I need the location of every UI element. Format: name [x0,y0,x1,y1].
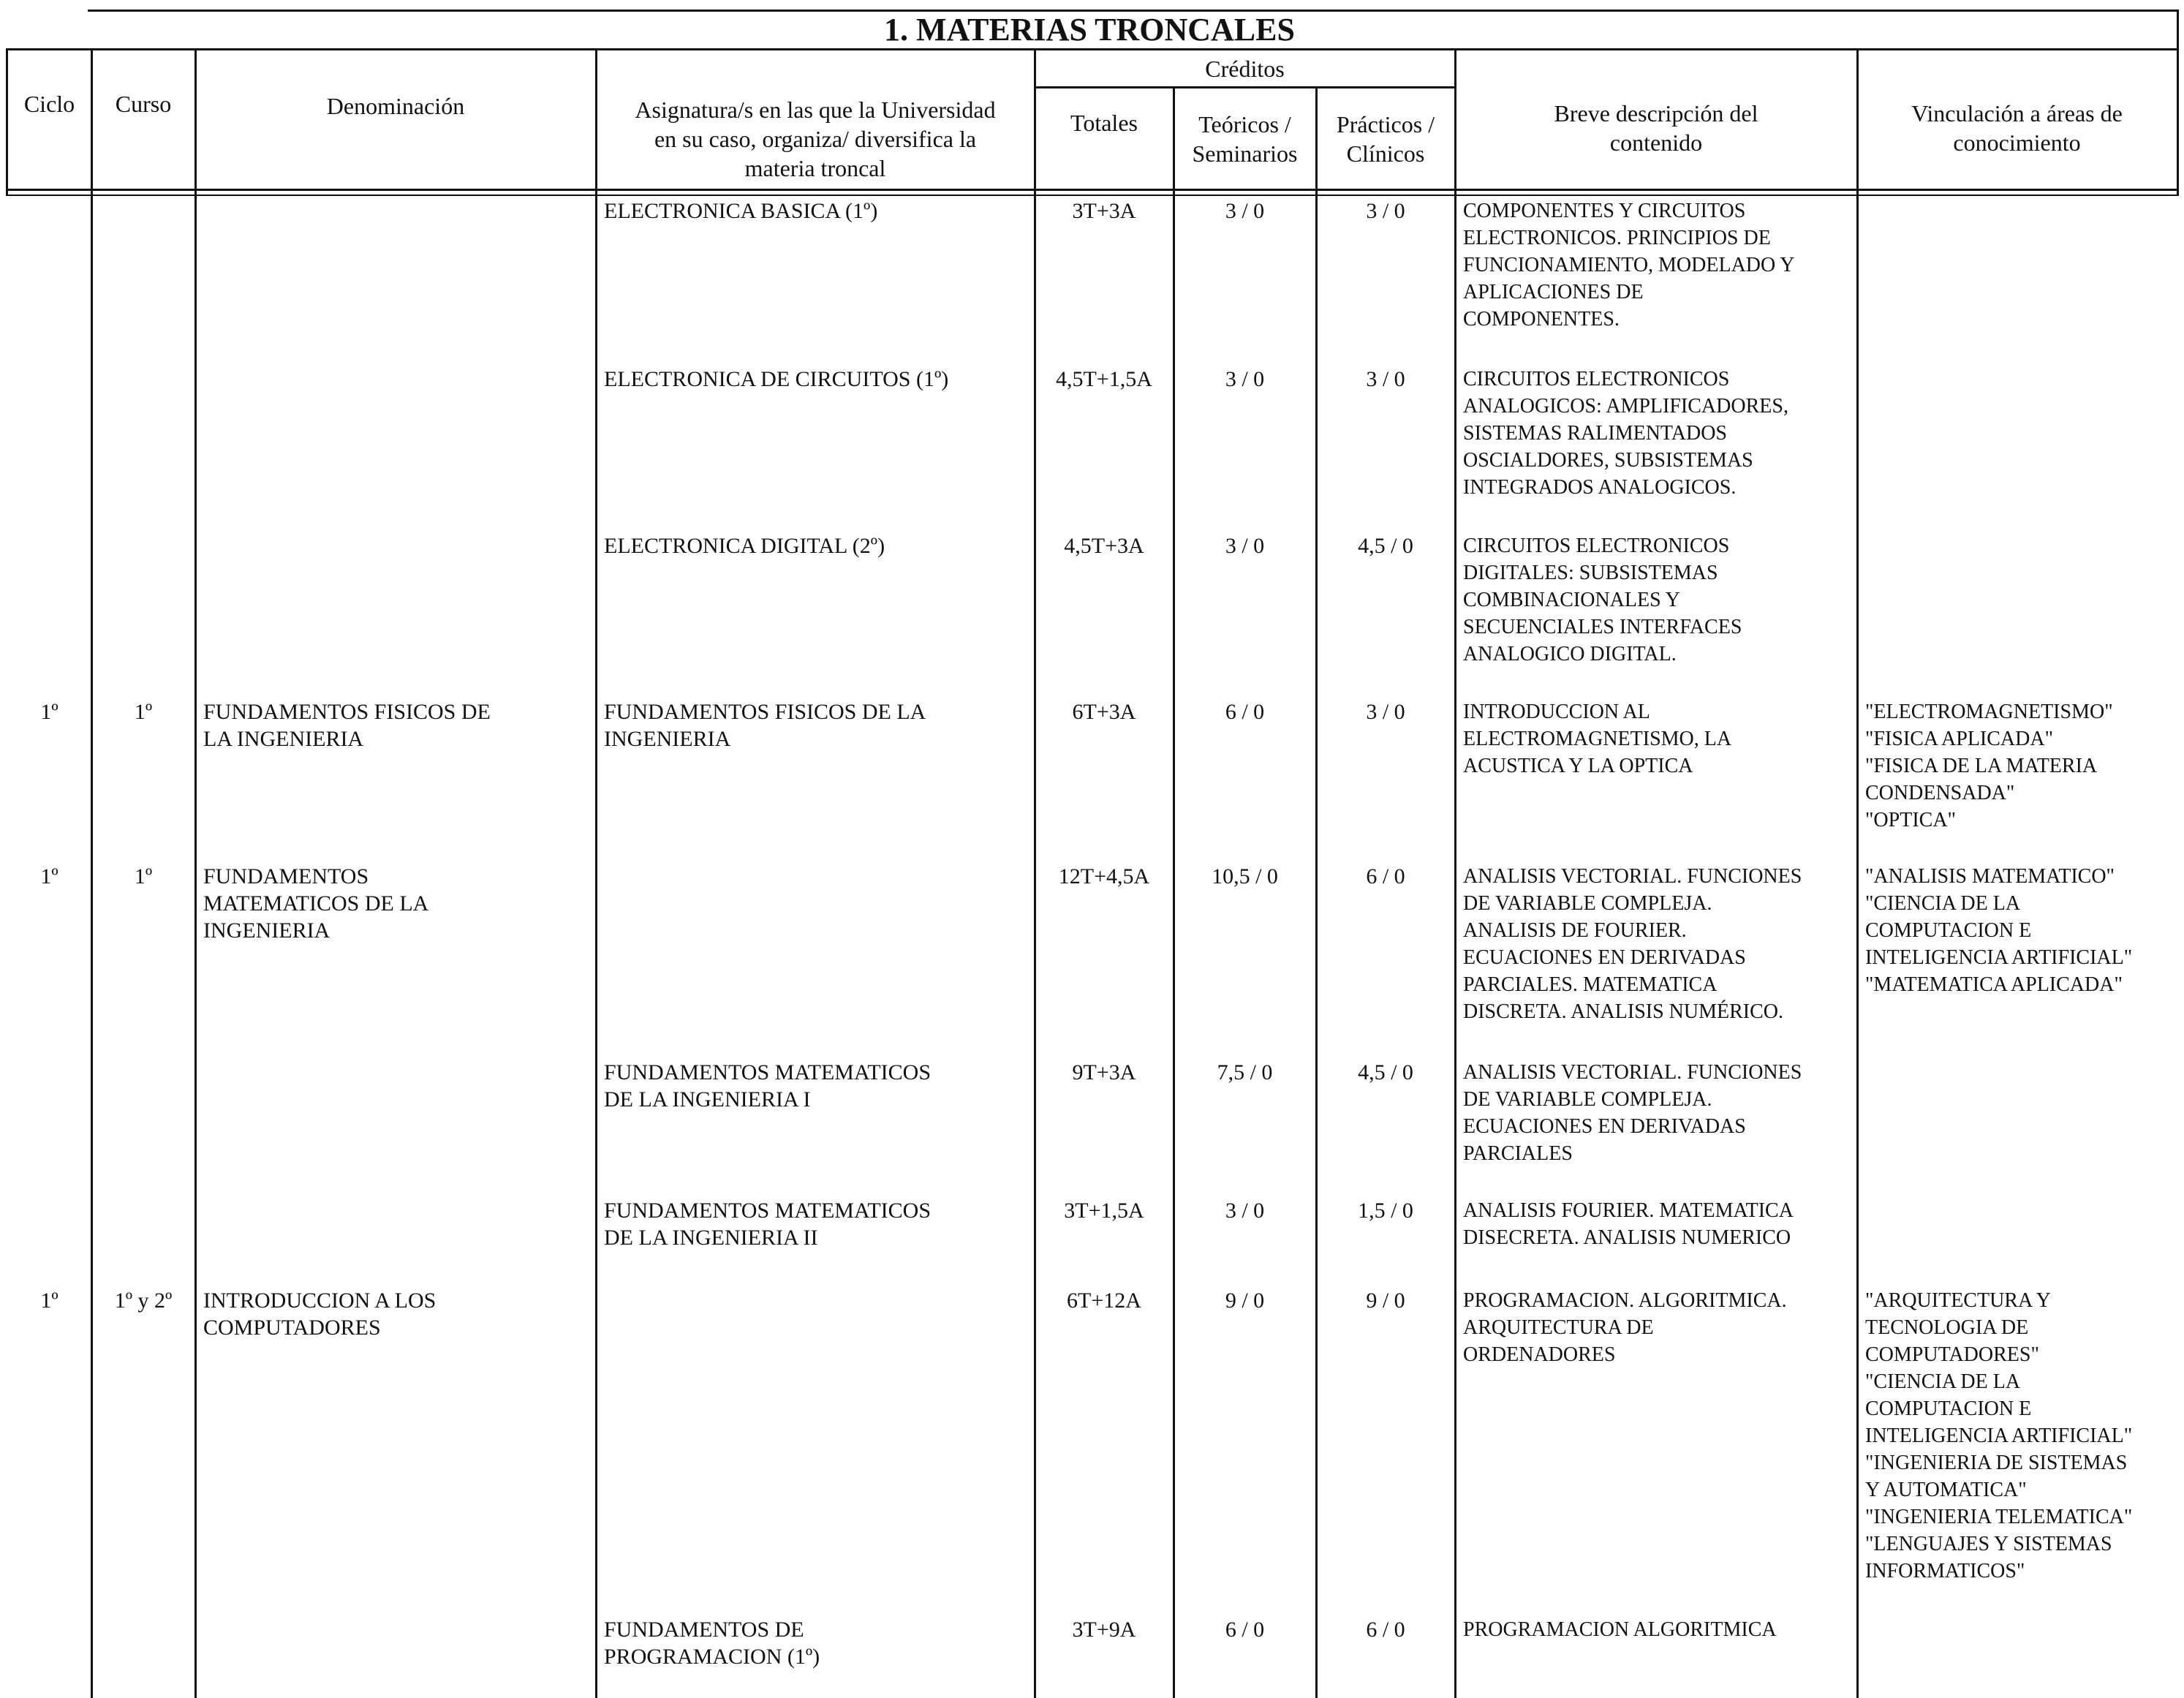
rule-under-title [6,48,2179,50]
cell-ciclo: 1º [40,864,58,888]
cell-teoricos: 3 / 0 [1225,534,1265,558]
cell-teoricos: 7,5 / 0 [1217,1060,1273,1084]
cell-asignatura: FUNDAMENTOS FISICOS DE LA INGENIERIA [604,700,926,751]
rule-under-creditos [1035,86,1455,88]
cell-vinculacion: "ANALISIS MATEMATICO" "CIENCIA DE LA COMPUTACION E INTELIGENCIA ARTIFICIAL" "MATEMATICA APLICADA" [1865,865,2133,996]
cell-practicos: 3 / 0 [1366,199,1405,223]
cell-practicos: 1,5 / 0 [1358,1199,1413,1223]
col-rule-right [2177,10,2179,195]
cell-descripcion: CIRCUITOS ELECTRONICOS DIGITALES: SUBSISTEMAS COMBINACIONALES Y SECUENCIALES INTERFACES ANALOGICO DIGITAL. [1463,535,1742,665]
header-ciclo: Ciclo [23,91,75,117]
cell-practicos: 3 / 0 [1366,367,1405,391]
cell-totales: 6T+3A [1072,700,1136,724]
header-teoricos: Teóricos / Seminarios [1192,111,1298,167]
cell-practicos: 4,5 / 0 [1358,534,1413,558]
cell-asignatura: ELECTRONICA DE CIRCUITOS (1º) [604,367,949,391]
cell-totales: 4,5T+1,5A [1056,367,1152,391]
cell-descripcion: PROGRAMACION. ALGORITMICA. ARQUITECTURA DE ORDENADORES [1463,1289,1787,1366]
cell-teoricos: 3 / 0 [1225,367,1265,391]
cell-ciclo: 1º [40,700,58,724]
cell-descripcion: ANALISIS FOURIER. MATEMATICA DISECRETA. ANALISIS NUMERICO [1463,1199,1794,1249]
col-rule-teoricos [1315,86,1318,1698]
cell-asignatura: FUNDAMENTOS MATEMATICOS DE LA INGENIERIA I [604,1060,931,1112]
cell-descripcion: ANALISIS VECTORIAL. FUNCIONES DE VARIABLE COMPLEJA. ANALISIS DE FOURIER. ECUACIONES EN DERIVADAS PARCIALES. MATEMATICA DISCRETA. ANALISIS NUMÉRICO. [1463,865,1802,1023]
cell-denominacion: FUNDAMENTOS MATEMATICOS DE LA INGENIERIA [203,864,429,943]
table-title: 1. MATERIAS TRONCALES [884,12,1295,48]
cell-teoricos: 6 / 0 [1225,700,1265,724]
col-rule-curso [194,48,197,1698]
header-asignatura: Asignatura/s en las que la Universidad en su caso, organiza/ diversifica la materia troncal [635,97,996,181]
cell-practicos: 3 / 0 [1366,700,1405,724]
cell-practicos: 4,5 / 0 [1358,1060,1413,1084]
cell-descripcion: CIRCUITOS ELECTRONICOS ANALOGICOS: AMPLIFICADORES, SISTEMAS RALIMENTADOS OSCIALDORES, SUBSISTEMAS INTEGRADOS ANALOGICOS. [1463,368,1788,499]
cell-denominacion: INTRODUCCION A LOS COMPUTADORES [203,1288,437,1340]
cell-totales: 3T+9A [1072,1618,1136,1642]
rule-header-bottom-2 [6,195,2179,196]
cell-asignatura: ELECTRONICA DIGITAL (2º) [604,534,885,558]
cell-totales: 6T+12A [1067,1288,1141,1313]
cell-teoricos: 6 / 0 [1225,1618,1265,1642]
cell-descripcion: PROGRAMACION ALGORITMICA [1463,1618,1777,1641]
cell-totales: 12T+4,5A [1058,864,1150,888]
col-rule-asignatura [1034,48,1036,1698]
header-totales: Totales [1070,110,1138,136]
cell-totales: 4,5T+3A [1064,534,1144,558]
cell-asignatura: FUNDAMENTOS MATEMATICOS DE LA INGENIERIA II [604,1199,931,1250]
header-descripcion: Breve descripción del contenido [1554,100,1758,156]
header-curso: Curso [115,91,172,117]
col-rule-denominacion [595,48,597,1698]
cell-descripcion: COMPONENTES Y CIRCUITOS ELECTRONICOS. PRINCIPIOS DE FUNCIONAMIENTO, MODELADO Y APLICACIONES DE COMPONENTES. [1463,200,1795,331]
rule-header-bottom-1 [6,189,2179,191]
cell-totales: 3T+1,5A [1064,1199,1144,1223]
cell-curso: 1º [134,864,153,888]
col-rule-practicos [1454,48,1456,1698]
header-denominacion: Denominación [326,93,465,119]
cell-practicos: 6 / 0 [1366,864,1405,888]
cell-teoricos: 9 / 0 [1225,1288,1265,1313]
col-rule-ciclo [91,48,93,1698]
cell-curso: 1º [134,700,153,724]
header-creditos: Créditos [1205,56,1285,82]
cell-teoricos: 10,5 / 0 [1212,864,1278,888]
cell-descripcion: ANALISIS VECTORIAL. FUNCIONES DE VARIABLE COMPLEJA. ECUACIONES EN DERIVADAS PARCIALES [1463,1061,1802,1165]
col-rule-left [6,48,8,195]
cell-ciclo: 1º [40,1288,58,1313]
cell-curso: 1º y 2º [114,1288,173,1313]
cell-teoricos: 3 / 0 [1225,199,1265,223]
cell-practicos: 9 / 0 [1366,1288,1405,1313]
cell-teoricos: 3 / 0 [1225,1199,1265,1223]
header-practicos: Prácticos / Clínicos [1336,111,1435,167]
rule-top [88,10,2179,12]
cell-descripcion: INTRODUCCION AL ELECTROMAGNETISMO, LA ACUSTICA Y LA OPTICA [1463,701,1732,777]
cell-practicos: 6 / 0 [1366,1618,1405,1642]
cell-totales: 9T+3A [1072,1060,1136,1084]
col-rule-descripcion [1856,48,1859,1698]
cell-totales: 3T+3A [1072,199,1136,223]
col-rule-totales [1173,86,1175,1698]
cell-asignatura: ELECTRONICA BASICA (1º) [604,199,878,223]
cell-denominacion: FUNDAMENTOS FISICOS DE LA INGENIERIA [203,700,491,751]
header-vinculacion: Vinculación a áreas de conocimiento [1911,100,2123,156]
cell-asignatura: FUNDAMENTOS DE PROGRAMACION (1º) [604,1618,820,1669]
cell-vinculacion: "ELECTROMAGNETISMO" "FISICA APLICADA" "FISICA DE LA MATERIA CONDENSADA" "OPTICA" [1865,701,2113,831]
cell-vinculacion: "ARQUITECTURA Y TECNOLOGIA DE COMPUTADORES" "CIENCIA DE LA COMPUTACION E INTELIGENCIA ARTIFICIAL" "INGENIERIA DE SISTEMAS Y AUTOMATICA" "INGENIERIA TELEMATICA" "LENGUAJES Y SISTEMAS INFORMATICOS" [1865,1289,2133,1582]
